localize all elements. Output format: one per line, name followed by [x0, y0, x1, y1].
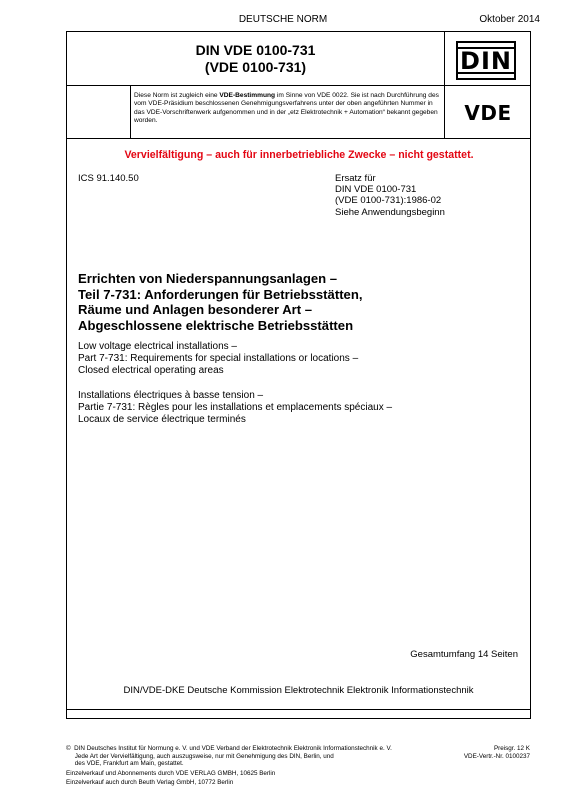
document-number-din: DIN VDE 0100-731: [195, 42, 316, 58]
price-block: [464, 745, 530, 760]
copyright-line: des VDE, Frankfurt am Main, gestattet.: [66, 760, 184, 768]
divider: [66, 709, 531, 710]
norm-type-label: DEUTSCHE NORM: [238, 14, 328, 25]
title-line: Errichten von Niederspannungsanlagen –: [78, 271, 338, 286]
ics-code: ICS 91.140.50: [78, 173, 139, 184]
title-line: Part 7-731: Requirements for special installations or locations –: [78, 353, 359, 364]
document-number-vde: (VDE 0100-731): [204, 59, 307, 75]
title-line: Installations électriques à basse tension –: [78, 390, 264, 401]
sales-vde: Einzelverkauf und Abonnements durch VDE VERLAG GMBH, 10625 Berlin: [66, 770, 276, 777]
divider: [66, 138, 531, 139]
divider: [66, 85, 531, 86]
divider: [130, 85, 131, 138]
divider: [444, 31, 445, 138]
replaces-line: Siehe Anwendungsbeginn: [335, 206, 445, 218]
copyright-notice: [66, 745, 411, 768]
sales-beuth: Einzelverkauf auch durch Beuth Verlag GmbH, 10772 Berlin: [66, 779, 234, 786]
title-line: Räume und Anlagen besonderer Art –: [78, 302, 313, 318]
din-logo-line: [458, 72, 514, 74]
notice-text: im Sinne von VDE 0022. Sie ist nach Durchführung des vom VDE-Präsidium beschlossenen Genehmigungsverfahrens unter der oben angeführten Nummer in das VDE-Vorschriftenwerk aufgenommen und in der „etz Elektrotechnik + Automation“ bekannt gegeben worden.: [134, 92, 439, 125]
replaces-block: [335, 173, 445, 218]
replaces-line: Ersatz für: [335, 173, 376, 184]
title-line: Locaux de service électrique terminés: [78, 414, 246, 425]
replaces-line: (VDE 0100-731):1986-02: [335, 195, 442, 207]
copyright-line: © DIN Deutsches Institut für Normung e. V. und VDE Verband der Elektrotechnik Elektronik Informationstechnik e. V.: [66, 745, 392, 752]
document-number: [67, 42, 444, 76]
title-line: Partie 7-731: Règles pour les installations et emplacements spéciaux –: [78, 402, 393, 413]
title-german: [78, 271, 362, 333]
title-english: [78, 341, 358, 377]
replaces-line: DIN VDE 0100-731: [335, 184, 417, 196]
copyright-line: Jede Art der Vervielfältigung, auch auszugsweise, nur mit Genehmigung des DIN, Berlin, und: [66, 752, 334, 760]
vde-notice: [134, 92, 442, 126]
title-line: Low voltage electrical installations –: [78, 341, 237, 352]
din-logo: [456, 41, 516, 80]
title-line: Closed electrical operating areas: [78, 365, 224, 376]
notice-text: Diese Norm ist zugleich eine: [134, 92, 220, 99]
title-line: Abgeschlossene elektrische Betriebsstätten: [78, 317, 354, 333]
notice-bold-text: VDE-Bestimmung: [219, 92, 276, 99]
vde-logo: VDE: [464, 101, 512, 125]
order-number: VDE-Vertr.-Nr. 0100237: [463, 752, 530, 760]
total-pages: Gesamtumfang 14 Seiten: [410, 649, 518, 660]
title-french: [78, 390, 392, 426]
commission-name: DIN/VDE-DKE Deutsche Kommission Elektrotechnik Elektronik Informationstechnik: [123, 685, 474, 696]
copy-warning: Vervielfältigung – auch für innerbetriebliche Zwecke – nicht gestattet.: [124, 149, 474, 161]
din-logo-text: DIN: [460, 47, 512, 75]
title-line: Teil 7-731: Anforderungen für Betriebsstätten,: [78, 286, 363, 302]
price-group: Preisgr. 12 K: [493, 745, 530, 752]
publication-date: Oktober 2014: [479, 14, 540, 25]
